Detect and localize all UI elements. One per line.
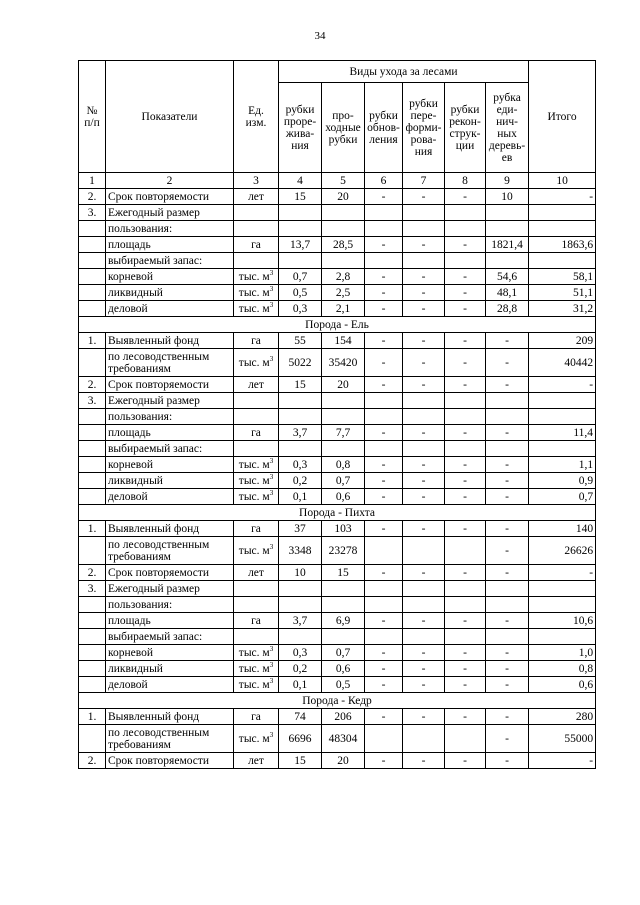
- care-types-header: Виды ухода за лесами: [279, 61, 529, 83]
- value-cell: -: [403, 237, 445, 253]
- value-cell: 23278: [322, 537, 365, 565]
- care-type-header: рубки пере- форми- рова- ния: [403, 83, 445, 173]
- table-row: [79, 565, 596, 581]
- table-row: [79, 377, 596, 393]
- value-cell: 0,7: [279, 269, 322, 285]
- column-number: 6: [365, 173, 403, 189]
- section-row: [79, 317, 596, 333]
- table-row: [79, 581, 596, 597]
- table-row: [79, 285, 596, 301]
- row-label: выбираемый запас:: [106, 441, 234, 457]
- unit-cell: лет: [234, 189, 279, 205]
- value-cell: 3,7: [279, 613, 322, 629]
- value-cell: 48,1: [486, 285, 529, 301]
- row-number: 2.: [79, 565, 106, 581]
- value-cell: 209: [529, 333, 596, 349]
- value-cell: 0,7: [322, 645, 365, 661]
- unit-cell: тыс. $м^3$: [234, 285, 279, 301]
- unit-cell: тыс. $м^3$: [234, 725, 279, 753]
- value-cell: -: [445, 521, 486, 537]
- value-cell: -: [486, 661, 529, 677]
- value-cell: 20: [322, 189, 365, 205]
- row-label: по лесоводственным требованиям: [106, 725, 234, 753]
- table-row: [79, 301, 596, 317]
- unit-cell: га: [234, 709, 279, 725]
- value-cell: 2,1: [322, 301, 365, 317]
- column-number: 5: [322, 173, 365, 189]
- row-number: 1.: [79, 333, 106, 349]
- row-label: площадь: [106, 425, 234, 441]
- value-cell: 54,6: [486, 269, 529, 285]
- value-cell: 0,2: [279, 473, 322, 489]
- value-cell: -: [445, 565, 486, 581]
- row-label: по лесоводственным требованиям: [106, 537, 234, 565]
- value-cell: 1,1: [529, 457, 596, 473]
- table-row: [79, 725, 596, 753]
- value-cell: -: [486, 489, 529, 505]
- row-label: по лесоводственным требованиям: [106, 349, 234, 377]
- row-number: 1.: [79, 521, 106, 537]
- value-cell: -: [445, 613, 486, 629]
- value-cell: 28,5: [322, 237, 365, 253]
- table-row: [79, 441, 596, 457]
- value-cell: 103: [322, 521, 365, 537]
- row-label: выбираемый запас:: [106, 253, 234, 269]
- value-cell: 28,8: [486, 301, 529, 317]
- value-cell: -: [403, 677, 445, 693]
- value-cell: 55000: [529, 725, 596, 753]
- value-cell: 0,7: [322, 473, 365, 489]
- row-number: 2.: [79, 377, 106, 393]
- table-row: [79, 205, 596, 221]
- value-cell: 15: [279, 753, 322, 769]
- unit-cell: лет: [234, 377, 279, 393]
- value-cell: 10: [486, 189, 529, 205]
- row-label: корневой: [106, 645, 234, 661]
- row-label: корневой: [106, 269, 234, 285]
- value-cell: 51,1: [529, 285, 596, 301]
- value-cell: -: [445, 269, 486, 285]
- unit-cell: тыс. $м^3$: [234, 677, 279, 693]
- value-cell: -: [403, 425, 445, 441]
- unit-cell: тыс. $м^3$: [234, 457, 279, 473]
- value-cell: -: [403, 349, 445, 377]
- row-number: 3.: [79, 205, 106, 221]
- value-cell: -: [445, 457, 486, 473]
- value-cell: 0,6: [322, 661, 365, 677]
- value-cell: 0,6: [322, 489, 365, 505]
- value-cell: -: [365, 709, 403, 725]
- value-cell: [365, 537, 403, 565]
- row-number: 2.: [79, 753, 106, 769]
- value-cell: -: [403, 753, 445, 769]
- column-number: 9: [486, 173, 529, 189]
- value-cell: 5022: [279, 349, 322, 377]
- value-cell: -: [445, 285, 486, 301]
- care-type-header: про- ходные рубки: [322, 83, 365, 173]
- care-type-header: рубка еди- нич- ных деревь- ев: [486, 83, 529, 173]
- value-cell: -: [486, 473, 529, 489]
- value-cell: [365, 725, 403, 753]
- value-cell: -: [403, 301, 445, 317]
- value-cell: 0,1: [279, 489, 322, 505]
- row-label: Ежегодный размер: [106, 393, 234, 409]
- unit-cell: лет: [234, 753, 279, 769]
- unit-cell: тыс. $м^3$: [234, 473, 279, 489]
- unit-cell: га: [234, 613, 279, 629]
- value-cell: -: [529, 753, 596, 769]
- row-label: корневой: [106, 457, 234, 473]
- unit-cell: тыс. $м^3$: [234, 301, 279, 317]
- unit-cell: га: [234, 521, 279, 537]
- table-row: [79, 189, 596, 205]
- value-cell: -: [365, 301, 403, 317]
- value-cell: -: [445, 661, 486, 677]
- value-cell: -: [403, 333, 445, 349]
- row-label: Ежегодный размер: [106, 205, 234, 221]
- value-cell: -: [403, 269, 445, 285]
- value-cell: 0,3: [279, 457, 322, 473]
- row-label: деловой: [106, 301, 234, 317]
- unit-cell: тыс. $м^3$: [234, 537, 279, 565]
- table-row: [79, 521, 596, 537]
- table-row: [79, 253, 596, 269]
- value-cell: 1,0: [529, 645, 596, 661]
- value-cell: -: [486, 613, 529, 629]
- value-cell: 40442: [529, 349, 596, 377]
- table-row: [79, 269, 596, 285]
- value-cell: 280: [529, 709, 596, 725]
- row-number: 3.: [79, 393, 106, 409]
- table-row: [79, 753, 596, 769]
- value-cell: -: [403, 457, 445, 473]
- value-cell: -: [486, 677, 529, 693]
- care-type-header: рубки проре- жива- ния: [279, 83, 322, 173]
- value-cell: 7,7: [322, 425, 365, 441]
- value-cell: 0,3: [279, 645, 322, 661]
- value-cell: [445, 537, 486, 565]
- column-number: 7: [403, 173, 445, 189]
- value-cell: -: [445, 349, 486, 377]
- row-label: Выявленный фонд: [106, 709, 234, 725]
- value-cell: -: [365, 425, 403, 441]
- value-cell: 20: [322, 753, 365, 769]
- value-cell: -: [403, 709, 445, 725]
- col-total-header: Итого: [529, 61, 596, 173]
- value-cell: 35420: [322, 349, 365, 377]
- value-cell: -: [486, 349, 529, 377]
- value-cell: -: [486, 709, 529, 725]
- value-cell: 13,7: [279, 237, 322, 253]
- value-cell: 0,1: [279, 677, 322, 693]
- row-label: ликвидный: [106, 661, 234, 677]
- column-number: 4: [279, 173, 322, 189]
- row-label: Срок повторяемости: [106, 189, 234, 205]
- table-row: [79, 537, 596, 565]
- value-cell: -: [403, 613, 445, 629]
- value-cell: 58,1: [529, 269, 596, 285]
- value-cell: -: [486, 377, 529, 393]
- value-cell: -: [445, 645, 486, 661]
- page-number: 34: [314, 30, 326, 42]
- value-cell: -: [445, 473, 486, 489]
- value-cell: -: [486, 565, 529, 581]
- value-cell: 6,9: [322, 613, 365, 629]
- value-cell: -: [403, 489, 445, 505]
- value-cell: -: [365, 349, 403, 377]
- value-cell: -: [445, 753, 486, 769]
- value-cell: [445, 725, 486, 753]
- table-row: [79, 473, 596, 489]
- row-label: пользования:: [106, 221, 234, 237]
- column-number: 2: [106, 173, 234, 189]
- value-cell: 11,4: [529, 425, 596, 441]
- value-cell: [403, 537, 445, 565]
- value-cell: 74: [279, 709, 322, 725]
- value-cell: -: [445, 333, 486, 349]
- value-cell: 26626: [529, 537, 596, 565]
- value-cell: -: [486, 537, 529, 565]
- col-indicator-header: Показатели: [106, 61, 234, 173]
- care-type-header: рубки обнов- ления: [365, 83, 403, 173]
- value-cell: 15: [322, 565, 365, 581]
- value-cell: -: [365, 269, 403, 285]
- value-cell: -: [365, 285, 403, 301]
- value-cell: -: [365, 677, 403, 693]
- care-type-header: рубки рекон- струк- ции: [445, 83, 486, 173]
- section-row: [79, 693, 596, 709]
- row-label: выбираемый запас:: [106, 629, 234, 645]
- row-number: 3.: [79, 581, 106, 597]
- value-cell: 55: [279, 333, 322, 349]
- unit-cell: тыс. $м^3$: [234, 645, 279, 661]
- value-cell: 48304: [322, 725, 365, 753]
- value-cell: -: [486, 457, 529, 473]
- value-cell: 6696: [279, 725, 322, 753]
- value-cell: 37: [279, 521, 322, 537]
- value-cell: -: [365, 473, 403, 489]
- value-cell: -: [365, 189, 403, 205]
- value-cell: -: [365, 613, 403, 629]
- unit-cell: га: [234, 333, 279, 349]
- value-cell: 31,2: [529, 301, 596, 317]
- section-row: [79, 505, 596, 521]
- value-cell: -: [365, 457, 403, 473]
- value-cell: 0,2: [279, 661, 322, 677]
- value-cell: -: [365, 333, 403, 349]
- row-label: площадь: [106, 237, 234, 253]
- table-row: [79, 629, 596, 645]
- unit-cell: тыс. $м^3$: [234, 661, 279, 677]
- row-label: Выявленный фонд: [106, 521, 234, 537]
- value-cell: -: [445, 377, 486, 393]
- row-label: ликвидный: [106, 285, 234, 301]
- table-row: [79, 457, 596, 473]
- value-cell: -: [365, 237, 403, 253]
- value-cell: -: [445, 237, 486, 253]
- value-cell: -: [486, 753, 529, 769]
- value-cell: -: [445, 489, 486, 505]
- value-cell: 1821,4: [486, 237, 529, 253]
- table-row: [79, 709, 596, 725]
- unit-cell: лет: [234, 565, 279, 581]
- table-row: [79, 677, 596, 693]
- value-cell: 0,7: [529, 489, 596, 505]
- row-label: Срок повторяемости: [106, 565, 234, 581]
- value-cell: 140: [529, 521, 596, 537]
- row-number: 2.: [79, 189, 106, 205]
- col-num-header: № п/п: [79, 61, 106, 173]
- table-row: [79, 489, 596, 505]
- value-cell: -: [529, 189, 596, 205]
- forest-care-table: [78, 60, 596, 769]
- value-cell: -: [486, 645, 529, 661]
- value-cell: -: [403, 645, 445, 661]
- value-cell: -: [403, 285, 445, 301]
- row-label: деловой: [106, 489, 234, 505]
- row-label: Ежегодный размер: [106, 581, 234, 597]
- column-number: 3: [234, 173, 279, 189]
- value-cell: -: [403, 565, 445, 581]
- value-cell: 0,3: [279, 301, 322, 317]
- value-cell: -: [529, 565, 596, 581]
- table-row: [79, 597, 596, 613]
- row-label: пользования:: [106, 409, 234, 425]
- table-row: [79, 613, 596, 629]
- value-cell: 154: [322, 333, 365, 349]
- value-cell: -: [365, 489, 403, 505]
- row-label: деловой: [106, 677, 234, 693]
- value-cell: -: [403, 521, 445, 537]
- value-cell: 2,8: [322, 269, 365, 285]
- value-cell: -: [486, 333, 529, 349]
- column-number: 1: [79, 173, 106, 189]
- value-cell: 0,8: [529, 661, 596, 677]
- row-label: пользования:: [106, 597, 234, 613]
- row-number: 1.: [79, 709, 106, 725]
- unit-cell: га: [234, 237, 279, 253]
- value-cell: 20: [322, 377, 365, 393]
- table-row: [79, 237, 596, 253]
- table-row: [79, 393, 596, 409]
- row-label: ликвидный: [106, 473, 234, 489]
- value-cell: [403, 725, 445, 753]
- value-cell: 0,5: [322, 677, 365, 693]
- value-cell: -: [445, 301, 486, 317]
- value-cell: -: [403, 473, 445, 489]
- value-cell: -: [365, 377, 403, 393]
- value-cell: 0,8: [322, 457, 365, 473]
- unit-cell: тыс. $м^3$: [234, 349, 279, 377]
- value-cell: -: [445, 189, 486, 205]
- unit-cell: га: [234, 425, 279, 441]
- table-row: [79, 221, 596, 237]
- column-number: 10: [529, 173, 596, 189]
- value-cell: 3,7: [279, 425, 322, 441]
- table-row: [79, 661, 596, 677]
- value-cell: 0,6: [529, 677, 596, 693]
- row-label: Срок повторяемости: [106, 753, 234, 769]
- value-cell: 0,9: [529, 473, 596, 489]
- value-cell: 0,5: [279, 285, 322, 301]
- table-row: [79, 349, 596, 377]
- value-cell: -: [403, 661, 445, 677]
- value-cell: -: [486, 725, 529, 753]
- row-label: Выявленный фонд: [106, 333, 234, 349]
- value-cell: -: [365, 661, 403, 677]
- section-title: Порода - Кедр: [79, 693, 596, 709]
- section-title: Порода - Пихта: [79, 505, 596, 521]
- section-title: Порода - Ель: [79, 317, 596, 333]
- col-unit-header: Ед. изм.: [234, 61, 279, 173]
- value-cell: -: [403, 377, 445, 393]
- table-row: [79, 409, 596, 425]
- value-cell: 15: [279, 189, 322, 205]
- value-cell: -: [486, 521, 529, 537]
- value-cell: 1863,6: [529, 237, 596, 253]
- row-label: Срок повторяемости: [106, 377, 234, 393]
- table-row: [79, 425, 596, 441]
- table-row: [79, 645, 596, 661]
- value-cell: -: [365, 753, 403, 769]
- column-number: 8: [445, 173, 486, 189]
- value-cell: -: [365, 521, 403, 537]
- row-label: площадь: [106, 613, 234, 629]
- value-cell: -: [445, 425, 486, 441]
- value-cell: -: [486, 425, 529, 441]
- value-cell: 10,6: [529, 613, 596, 629]
- value-cell: -: [365, 645, 403, 661]
- value-cell: -: [445, 709, 486, 725]
- value-cell: 3348: [279, 537, 322, 565]
- value-cell: 2,5: [322, 285, 365, 301]
- value-cell: -: [365, 565, 403, 581]
- unit-cell: тыс. $м^3$: [234, 489, 279, 505]
- unit-cell: тыс. $м^3$: [234, 269, 279, 285]
- value-cell: 15: [279, 377, 322, 393]
- table-row: [79, 333, 596, 349]
- value-cell: -: [403, 189, 445, 205]
- value-cell: 206: [322, 709, 365, 725]
- value-cell: 10: [279, 565, 322, 581]
- value-cell: -: [529, 377, 596, 393]
- value-cell: -: [445, 677, 486, 693]
